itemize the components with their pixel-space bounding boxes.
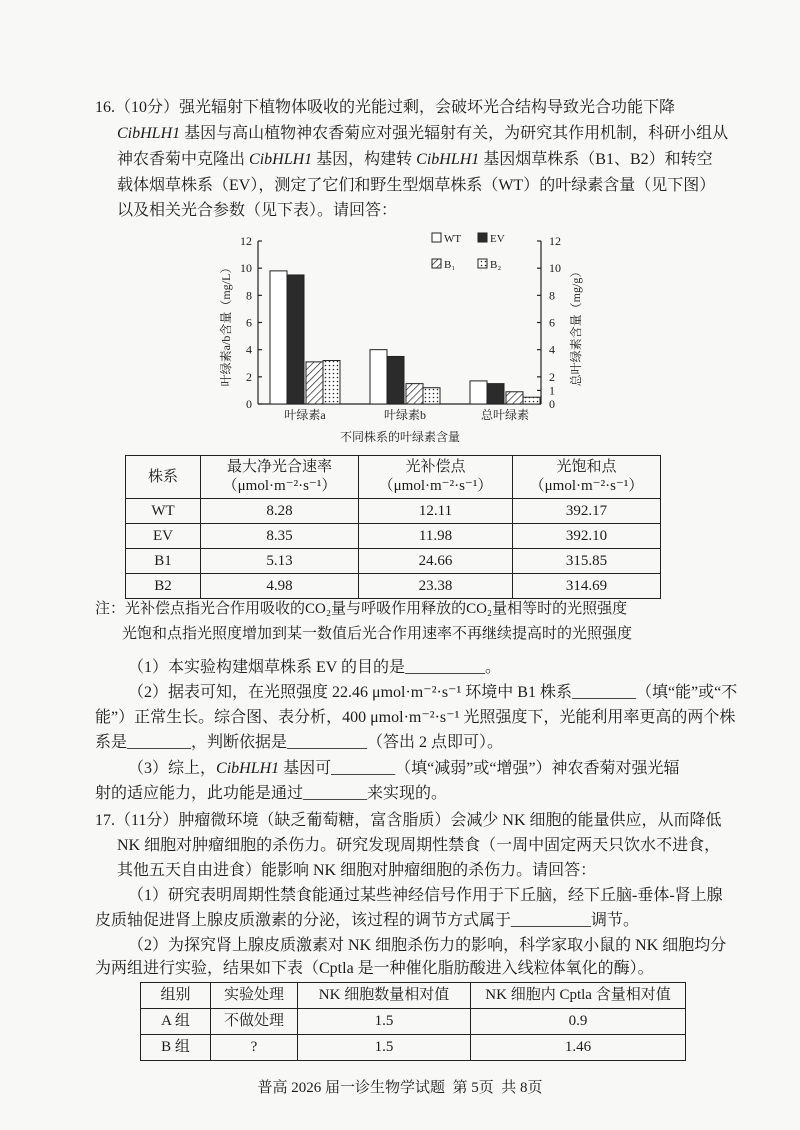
header-label: 株系 [147,468,178,485]
q16-stem-line [117,176,715,196]
cell-strain: B2 [126,574,201,599]
q16-stem-text: 神农香菊中克隆出 [117,151,250,168]
header-light-compensation-point [359,456,513,499]
bar-b2-chl-a [323,361,340,404]
header-label: 光饱和点 [556,459,617,475]
cell-compensation: 11.98 [359,524,513,549]
q16-stem-text: 基因与高山植物神农香菊应对强光辐射有关，为研究其作用机制，科研小组从 [180,125,729,142]
header-nk-cell-count: NK 细胞数量相对值 [298,983,471,1009]
q16-question-2: 能”）正常生长。综合图、表分析，400 μmol·m⁻²·s⁻¹ 光照强度下，光能利用率更高的两个株 [95,709,736,726]
bar-b2-chl-b [423,388,440,404]
table-row [126,524,661,549]
right-tick-label: 12 [549,234,561,248]
header-unit: （μmol·m⁻²·s⁻¹） [378,478,493,494]
right-tick-label: 1 [549,383,555,398]
q16-stem-text: 载体烟草株系（EV），测定了它们和野生型烟草株系（WT）的叶绿素含量（见下图） [117,177,716,194]
bar-b1-total-chl [506,392,523,404]
header-max-net-photosynthetic-rate [201,456,359,499]
bar-b1-chl-b [406,384,423,404]
header-label: 最大净光合速率 [226,459,332,475]
cell-treatment: ? [211,1035,298,1061]
right-tick-label: 0 [549,397,555,411]
header-unit: （μmol·m⁻²·s⁻¹） [222,478,337,494]
bar-ev-total-chl [487,384,504,404]
q16-stem-text: 基因，构建转 [312,151,417,168]
x-category-label: 叶绿素a [284,408,326,422]
cell-strain: WT [126,499,201,524]
left-tick-label: 12 [240,234,252,248]
page-footer: 普高 2026 届一诊生物学试题 第 5页 共 8页 [257,1080,543,1096]
right-y-axis-label: 总叶绿素含量（mg/g） [569,265,583,387]
header-label: 光补偿点 [405,459,466,475]
cell-strain: B1 [126,549,201,574]
q16-stem-text: 以及相关光合参数（见下表）。请回答： [117,202,398,219]
table-row [126,574,661,599]
q16-question-2: （2）据表可知，在光照强度 22.46 μmol·m⁻²·s⁻¹ 环境中 B1 株系________（填“能”或“不 [128,684,738,701]
left-tick-label: 8 [246,288,252,303]
cell-saturation: 392.10 [513,524,661,549]
table-note: 光饱和点指光照度增加到某一数值后光合作用速率不再继续提高时的光照强度 [122,626,633,642]
q17-question-2: （2）为探究肾上腺皮质激素对 NK 细胞杀伤力的影响，科学家取小鼠的 NK 细胞均分 [128,937,727,954]
cell-compensation: 23.38 [359,574,513,599]
cell-max-rate: 8.35 [201,524,359,549]
header-unit: （μmol·m⁻²·s⁻¹） [529,478,644,494]
right-tick-label: 2 [549,369,555,384]
cell-group: B 组 [141,1035,211,1061]
header-strain [126,456,201,499]
q17-question-2: 为两组进行实验，结果如下表（Cptla 是一种催化脂肪酸进入线粒体氧化的酶）。 [95,960,654,977]
x-category-label: 总叶绿素 [480,408,530,422]
bar-ev-chl-a [287,275,304,404]
legend-swatch-wt [432,233,441,242]
legend-swatch-b1 [432,259,441,268]
bar-b2-total-chl [523,397,540,404]
table-header-row [126,456,661,499]
cell-saturation: 314.69 [513,574,661,599]
q16-stem-text: 16.（10分）强光辐射下植物体吸收的光能过剩，会破坏光合结构导致光合功能下降 [95,99,676,116]
q16-stem-text: 基因烟草株系（B1、B2）和转空 [479,151,713,168]
question-text: 射的适应能力，此功能是通过________来实现的。 [95,785,448,802]
question-text: （3）综上， [128,760,217,777]
cell-cptla: 0.9 [471,1009,686,1035]
q16-question-3 [95,784,447,804]
q16-question-2: 系是________，判断依据是__________（答出 2 点即可）。 [95,734,504,751]
bar-wt-total-chl [470,381,487,404]
cell-treatment: 不做处理 [211,1009,298,1035]
cell-nk-count: 1.5 [298,1035,471,1061]
legend-label-b1: B₁ [444,259,456,271]
q16-stem-line [117,124,728,144]
legend-label-wt: WT [444,233,462,245]
table-row [126,499,661,524]
cell-nk-count: 1.5 [298,1009,471,1035]
legend-swatch-b2 [478,259,487,268]
gene-name: CibHLH1 [216,760,280,777]
header-treatment: 实验处理 [211,983,298,1009]
left-tick-label: 2 [246,369,252,384]
q16-stem-line [95,98,675,118]
cell-saturation: 392.17 [513,499,661,524]
q16-stem-line [117,201,397,221]
q16-stem-line [117,150,713,170]
header-light-saturation-point [513,456,661,499]
cell-compensation: 12.11 [359,499,513,524]
chart-caption: 不同株系的叶绿素含量 [339,430,461,444]
table-row [141,1035,686,1061]
header-cptla-content: NK 细胞内 Cptla 含量相对值 [471,983,686,1009]
cell-max-rate: 8.28 [201,499,359,524]
cell-max-rate: 4.98 [201,574,359,599]
q17-stem-line: 其他五天自由进食）能影响 NK 细胞对肿瘤细胞的杀伤力。请回答： [117,862,597,879]
left-tick-label: 6 [246,315,252,330]
bar-ev-chl-b [387,356,404,404]
cell-max-rate: 5.13 [201,549,359,574]
x-category-label: 叶绿素b [383,408,427,422]
gene-name: CibHLH1 [117,125,181,142]
left-y-axis-label: 叶绿素a/b含量（mg/L） [219,261,233,387]
legend-label-ev: EV [490,233,505,245]
chlorophyll-bar-chart [200,228,600,450]
bar-b1-chl-a [306,362,323,404]
legend-label-b2: B₂ [490,259,502,271]
right-tick-label: 10 [549,261,561,276]
q16-question-3 [128,759,680,779]
chart-marks [218,233,583,444]
legend-swatch-ev [478,233,487,242]
header-group: 组别 [141,983,211,1009]
gene-name: CibHLH1 [249,151,313,168]
cell-compensation: 24.66 [359,549,513,574]
q17-stem-line: NK 细胞对肿瘤细胞的杀伤力。研究发现周期性禁食（一周中固定两天只饮水不进食， [117,837,721,854]
table-row [126,549,661,574]
cell-strain: EV [126,524,201,549]
q17-question-1: （1）研究表明周期性禁食能通过某些神经信号作用于下丘脑，经下丘脑-垂体-肾上腺 [128,887,723,904]
table-header-row [141,983,686,1009]
bar-wt-chl-b [370,350,387,404]
left-tick-label: 0 [246,397,252,411]
gene-name: CibHLH1 [416,151,480,168]
table-note: 注：光补偿点指光合作用吸收的CO₂量与呼吸作用释放的CO₂量相等时的光照强度 [95,601,628,617]
right-tick-label: 8 [549,288,555,303]
left-tick-label: 10 [240,261,252,276]
right-tick-label: 6 [549,315,555,330]
right-tick-label: 4 [549,342,555,357]
nk-cell-experiment-table [140,982,686,1061]
photosynthesis-parameter-table [125,455,661,599]
q17-stem-line: 17.（11分）肿瘤微环境（缺乏葡萄糖，富含脂质）会减少 NK 细胞的能量供应，从而降低 [95,812,722,829]
cell-cptla: 1.46 [471,1035,686,1061]
cell-saturation: 315.85 [513,549,661,574]
left-tick-label: 4 [246,342,252,357]
bar-wt-chl-a [270,271,287,404]
cell-group: A 组 [141,1009,211,1035]
question-text: 基因可________（填“减弱”或“增强”）神农香菊对强光辐 [279,760,680,777]
q17-question-1: 皮质轴促进肾上腺皮质激素的分泌，该过程的调节方式属于__________调节。 [95,912,640,929]
table-row [141,1009,686,1035]
q16-question-1: （1）本实验构建烟草株系 EV 的目的是__________。 [128,659,502,676]
